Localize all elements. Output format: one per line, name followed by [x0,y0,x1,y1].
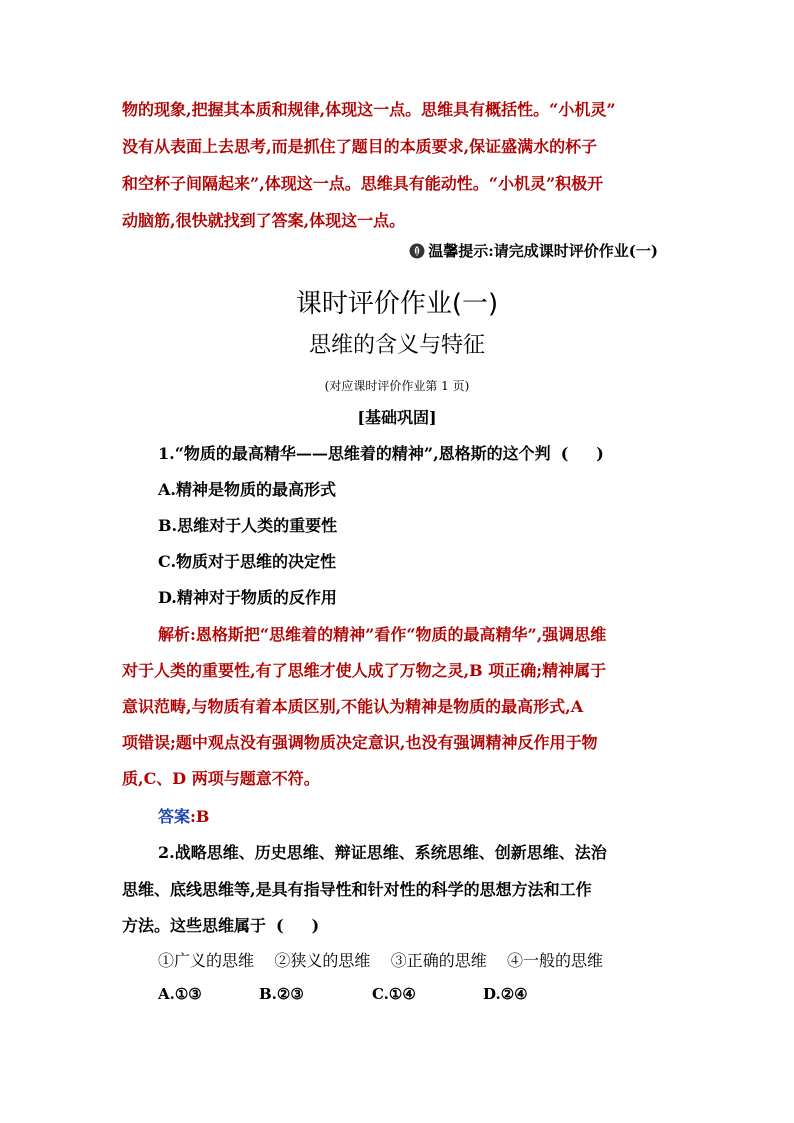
analysis-line-3: 和空杯子间隔起来”,体现这一点。思维具有能动性。“小机灵”积极开 [122,174,604,193]
analysis-line-2: 没有从表面上去思考,而是抓住了题目的本质要求,保证盛满水的杯子 [122,137,598,156]
option-b: B.思维对于人类的重要性 [158,516,338,535]
section-heading: [基础巩固] [357,408,437,427]
option-d: D.精神对于物质的反作用 [158,588,337,607]
analysis-line-1: 物的现象,把握其本质和规律,体现这一点。思维具有概括性。“小机灵” [122,100,616,119]
hint-icon [409,243,425,263]
page-note: (对应课时评价作业第 1 页) [324,379,470,393]
analysis-label: 解析 [158,625,191,644]
choice-c: C.①④ [372,985,416,1003]
question-2-line-3: 方法。这些思维属于 ( ) [122,916,320,935]
analysis-line: 质,C、D 两项与题意不符。 [122,769,320,788]
question-1-text: 1.“物质的最高精华——思维着的精神”,恩格斯的这个判 [158,444,551,463]
analysis-first-line: 解析:恩格斯把“思维着的精神”看作“物质的最高精华”,强调思维 [158,625,607,644]
analysis-line: 对于人类的重要性,有了思维才使人成了万物之灵,B 项正确;精神属于 [122,661,607,680]
answer-bracket: ( ) [560,444,604,463]
question-2-line-2: 思维、底线思维等,是具有指导性和针对性的科学的思想方法和工作 [122,880,592,899]
question-2-items: ①广义的思维 ②狭义的思维 ③正确的思维 ④一般的思维 [158,951,604,970]
warm-hint[interactable] [409,240,658,263]
analysis-line: 项错误;题中观点没有强调物质决定意识,也没有强调精神反作用于物 [122,733,598,752]
analysis-line: 意识范畴,与物质有着本质区别,不能认为精神是物质的最高形式,A [122,697,584,716]
page-title: 课时评价作业(一) [295,289,499,319]
answer-value: :B [190,807,210,826]
analysis-line-4: 动脑筋,很快就找到了答案,体现这一点。 [122,211,406,230]
question-1-stem [158,441,604,464]
choice-b: B.②③ [259,985,304,1003]
question-2-line-1: 2.战略思维、历史思维、辩证思维、系统思维、创新思维、法治 [158,843,607,862]
page-subtitle: 思维的含义与特征 [308,333,485,358]
answer-label: 答案 [158,807,191,826]
answer-bracket: ( ) [276,916,320,935]
option-a: A.精神是物质的最高形式 [158,480,336,499]
option-c: C.物质对于思维的决定性 [158,552,337,571]
answer [158,804,209,827]
hint-text: 温馨提示:请完成课时评价作业(一) [428,242,658,260]
choice-d: D.②④ [483,985,528,1003]
choice-a: A.①③ [158,985,202,1003]
